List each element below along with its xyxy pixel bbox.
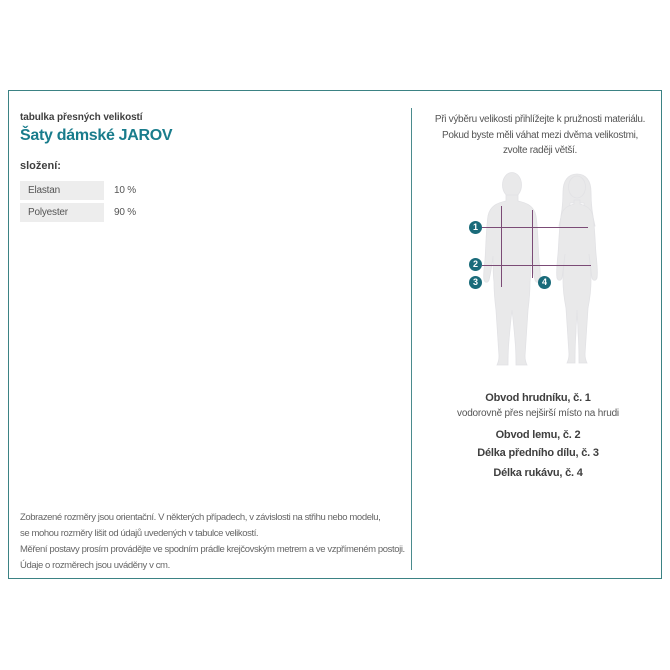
content-box xyxy=(8,90,662,579)
disclaimer-line: se mohou rozměry lišit od údajů uvedených v tabulce velikostí. xyxy=(20,528,259,539)
male-silhouette xyxy=(481,172,543,368)
measurement-note: vodorovně přes nejširší místo na hrudi xyxy=(457,408,619,419)
advice-line: Při výběru velikosti přihlížejte k pružnosti materiálu. xyxy=(434,114,646,125)
measure-line-chest xyxy=(482,227,588,228)
material-cell: Polyester xyxy=(20,203,104,222)
disclaimer xyxy=(20,510,406,574)
measurement-label: Délka rukávu, č. 4 xyxy=(493,467,583,479)
composition-table xyxy=(20,181,240,225)
composition-heading: složení: xyxy=(20,160,61,172)
composition-row xyxy=(20,203,240,222)
measurement-label: Obvod lemu, č. 2 xyxy=(495,429,581,441)
marker-badge-2: 2 xyxy=(469,258,482,271)
material-cell: Elastan xyxy=(20,181,104,200)
advice-line: zvolte raději větší. xyxy=(502,145,578,156)
marker-badge-1: 1 xyxy=(469,221,482,234)
composition-row xyxy=(20,181,240,200)
marker-badge-4: 4 xyxy=(538,276,551,289)
measurement-label: Obvod hrudníku, č. 1 xyxy=(485,392,591,404)
product-title: Šaty dámské JAROV xyxy=(20,127,173,144)
percent-cell: 90 % xyxy=(114,207,136,218)
eyebrow-text: tabulka přesných velikostí xyxy=(20,112,143,123)
measurement-label: Délka předního dílu, č. 3 xyxy=(477,447,599,459)
percent-cell: 10 % xyxy=(114,185,136,196)
marker-badge-3: 3 xyxy=(469,276,482,289)
disclaimer-line: Zobrazené rozměry jsou orientační. V některých případech, v závislosti na střihu nebo modelu, xyxy=(20,512,381,523)
advice-line: Pokud byste měli váhat mezi dvěma velikostmi, xyxy=(441,129,639,141)
female-silhouette xyxy=(553,172,601,368)
disclaimer-line: Měření postavy prosím provádějte ve spodním prádle krejčovským metrem a ve vzpřímeném postoji. xyxy=(20,544,405,555)
measure-line-sleeve xyxy=(532,210,533,278)
measure-line-front-length xyxy=(501,206,502,287)
column-divider xyxy=(411,108,412,570)
measure-line-hem xyxy=(482,265,591,266)
size-advice xyxy=(415,112,665,159)
disclaimer-line: Údaje o rozměrech jsou uváděny v cm. xyxy=(20,560,170,571)
